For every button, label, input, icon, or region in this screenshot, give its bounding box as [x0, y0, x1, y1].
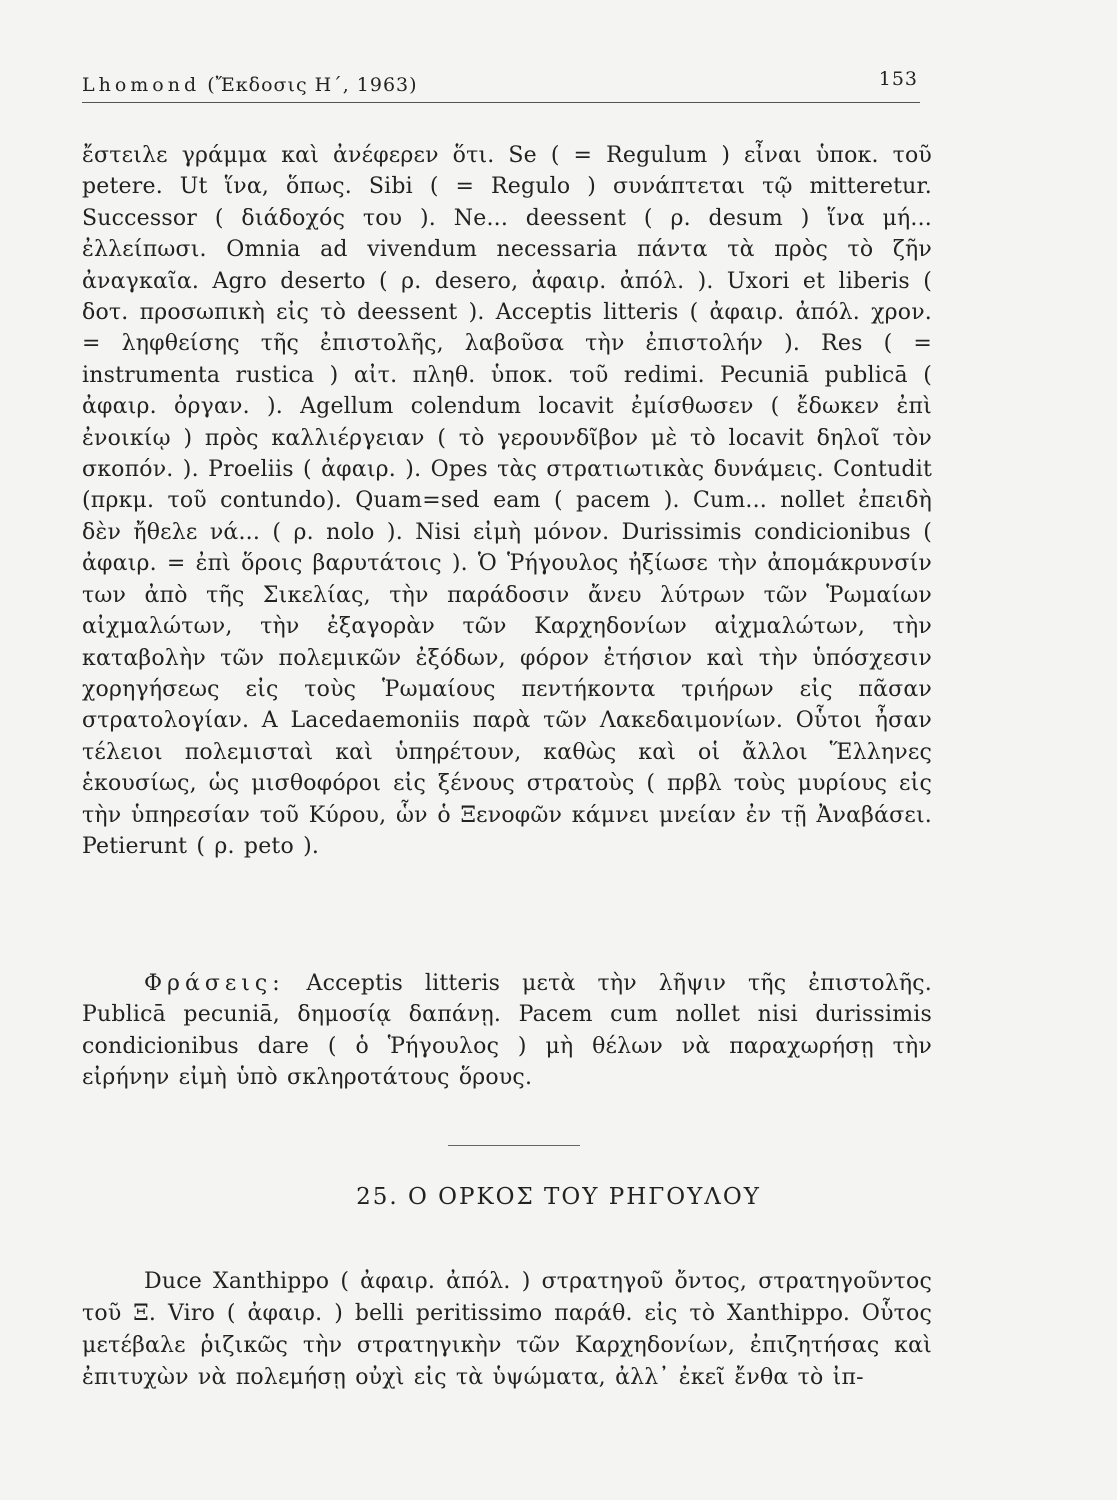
running-header [82, 66, 920, 103]
section-divider [448, 1145, 580, 1146]
page-number: 153 [878, 68, 918, 90]
commentary-paragraph: ἔστειλε γράμμα καὶ ἀνέφερεν ὅτι. Se ( = Regulum ) εἶναι ὑποκ. τοῦ petere. Ut ἵνα, ὅπως. Sibi ( = Regulo ) συνάπτεται τῷ mitteretur. Successor ( διάδοχός του ). Ne... deessent ( ρ. desum ) ἵνα μή... ἐλλείπωσι. Omnia ad vivendum necessaria πάντα τὰ πρὸς τὸ ζῆν ἀναγκαῖα. Agro deserto ( ρ. desero, ἀφαιρ. ἀπόλ. ). Uxori et liberis ( δοτ. προσωπικὴ εἰς τὸ deessent ). Acceptis litteris ( ἀφαιρ. ἀπόλ. χρον. = ληφθείσης τῆς ἐπιστολῆς, λαβοῦσα τὴν ἐπιστολήν ). Res ( = instrumenta rustica ) αἰτ. πληθ. ὑποκ. τοῦ redimi. Pecuniā publicā ( ἀφαιρ. ὀργαν. ). Agellum colendum locavit ἐμίσθωσεν ( ἔδωκεν ἐπὶ ἐνοικίῳ ) πρὸς καλλιέργειαν ( τὸ γερουνδῖβον μὲ τὸ locavit δηλοῖ τὸν σκοπόν. ). Proeliis ( ἀφαιρ. ). Opes τὰς στρατιωτικὰς δυνάμεις. Contudit (πρκμ. τοῦ contundo). Quam=sed eam ( pacem ). Cum... nollet ἐπειδὴ δὲν ἤθελε νά... ( ρ. nolo ). Nisi εἰμὴ μόνον. Durissimis condicionibus ( ἀφαιρ. = ἐπὶ ὅροις βαρυτάτοις ). Ὁ Ῥήγουλος ἠξίωσε τὴν ἀπομάκρυνσίν των ἀπὸ τῆς Σικελίας, τὴν παράδοσιν ἄνευ λύτρων τῶν Ῥωμαίων αἰχμαλώτων, τὴν ἐξαγορὰν τῶν Καρχηδονίων αἰχμαλώτων, τὴν καταβολὴν τῶν πολεμικῶν ἐξόδων, φόρον ἐτήσιον καὶ τὴν ὑπόσχεσιν χορηγήσεως εἰς τοὺς Ῥωμαίους πεντήκοντα τριήρων εἰς πᾶσαν στρατολογίαν. A Lacedaemoniis παρὰ τῶν Λακεδαιμονίων. Οὗτοι ἦσαν τέλειοι πολεμισταὶ καὶ ὑπηρέτουν, καθὼς καὶ οἱ ἄλλοι Ἕλληνες ἑκουσίως, ὡς μισθοφόροι εἰς ξένους στρατοὺς ( πρβλ τοὺς μυρίους εἰς τὴν ὑπηρεσίαν τοῦ Κύρου, ὧν ὁ Ξενοφῶν κάμνει μνείαν ἐν τῇ Ἀναβάσει. Petierunt ( ρ. peto ). [82, 143, 932, 859]
phrases-paragraph [82, 968, 932, 1094]
commentary-block [82, 140, 932, 862]
section-body [82, 1266, 932, 1394]
phrases-block [82, 968, 932, 1094]
header-author: Lhomond [82, 74, 201, 96]
header-left [82, 74, 418, 96]
header-edition: (Ἔκδοσις Η΄, 1963) [207, 74, 418, 96]
section-title: 25. Ο ΟΡΚΟΣ ΤΟΥ ΡΗΓΟΥΛΟΥ [356, 1184, 761, 1210]
phrases-text: Acceptis litteris μετὰ τὴν λῆψιν τῆς ἐπιστολῆς. Publicā pecuniā, δημοσίᾳ δαπάνῃ. Pacem cum nollet nisi durissimis condicionibus dare ( ὁ Ῥήγουλος ) μὴ θέλων νὰ παραχωρήσῃ τὴν εἰρήνην εἰμὴ ὑπὸ σκληροτάτους ὅρους. [82, 971, 932, 1091]
phrases-label: Φράσεις: [144, 971, 285, 996]
section-paragraph: Duce Xanthippo ( ἀφαιρ. ἀπόλ. ) στρατηγοῦ ὄντος, στρατηγοῦντος τοῦ Ξ. Viro ( ἀφαιρ. ) belli peritissimo παράθ. εἰς τὸ Xanthippo. Οὗτος μετέβαλε ῥιζικῶς τὴν στρατηγικὴν τῶν Καρχηδονίων, ἐπιζητήσας καὶ ἐπιτυχὼν νὰ πολεμήσῃ οὐχὶ εἰς τὰ ὑψώματα, ἀλλ᾽ ἐκεῖ ἔνθα τὸ ἰπ- [82, 1269, 932, 1390]
